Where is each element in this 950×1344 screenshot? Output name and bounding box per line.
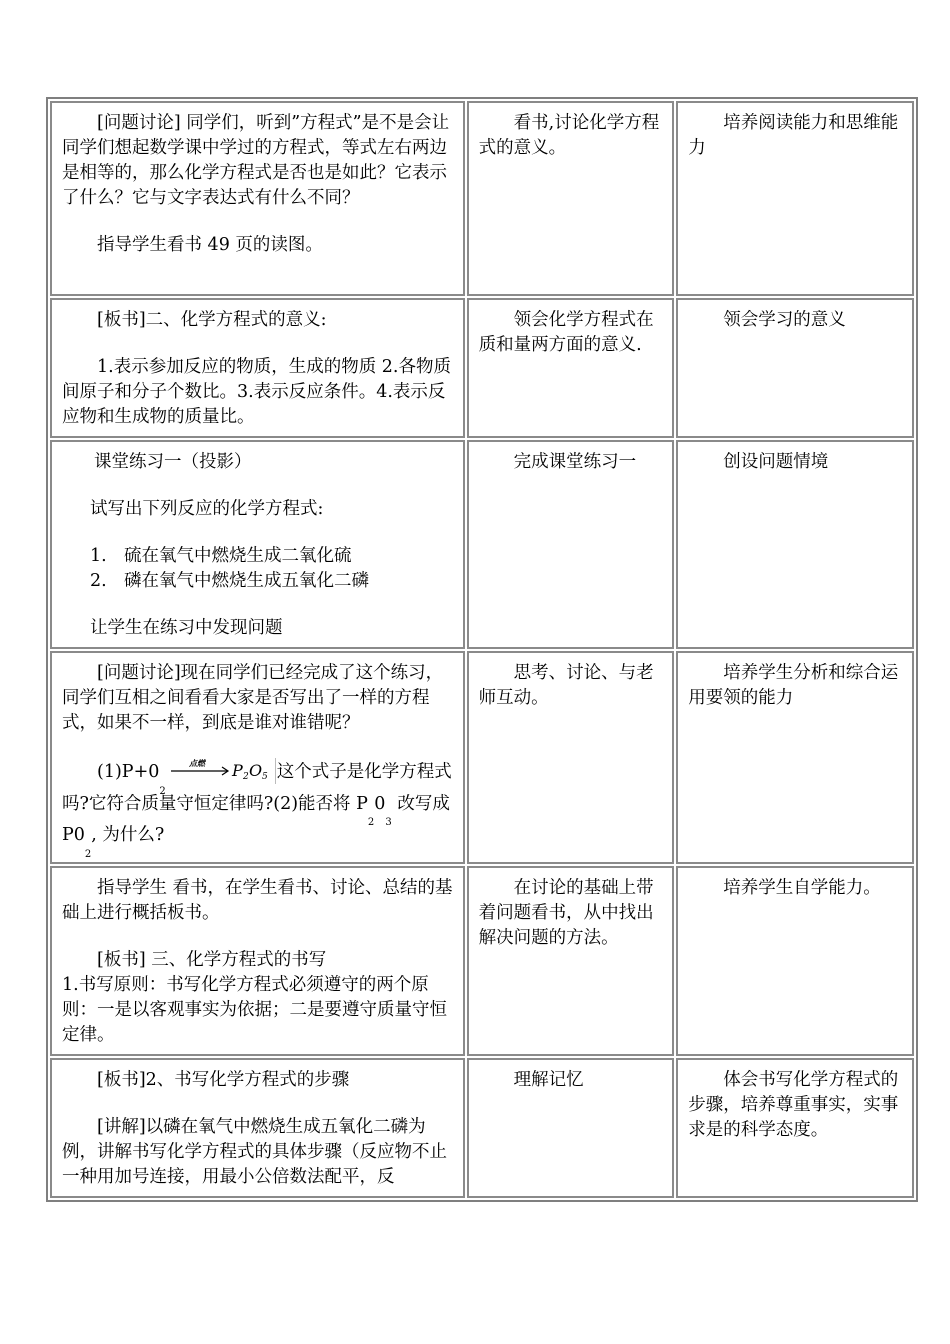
student-activity-cell [467,866,675,1056]
design-intent-cell [676,651,914,864]
equation-question-text: , 为什么? [91,825,165,845]
reaction-arrow-icon [169,758,275,784]
product-symbol: P [231,761,243,780]
exercise-prompt: 试写出下列反应的化学方程式: [90,499,324,519]
discussion-question: [问题讨论] 同学们，听到”方程式”是不是会让同学们想起数学课中学过的方程式，等式左右两边是相等的，那么化学方程式是否也是如此？它表示了什么？它与文字表达式有什么不同？ [62,113,450,208]
design-intent-text: 培养学生分析和综合运用要领的能力 [688,663,899,708]
teacher-activity-cell [50,866,465,1056]
design-intent-text: 培养学生自学能力。 [723,878,881,898]
student-activity-text: 理解记忆 [513,1070,584,1090]
teacher-activity-cell [50,1058,465,1198]
equation-reactants: (1)P+0 [97,762,160,782]
subscript: 2 [242,772,249,782]
instruction-text: 指导学生 看书，在学生看书、讨论、总结的基础上进行概括板书。 [62,878,453,923]
student-activity-text: 思考、讨论、与老师互动。 [478,663,654,708]
exercise-item [62,544,453,569]
item-number: 1. [90,546,107,566]
equation-question-text: 这个式子是化学方程式吗?它符合质量守恒定律吗?(2)能否将 P [62,762,452,814]
design-intent-cell [676,101,914,296]
teacher-activity-cell [50,440,465,649]
design-intent-text: 创设问题情境 [723,452,829,472]
exercise-title: 课堂练习一（投影） [94,452,252,472]
design-intent-cell [676,1058,914,1198]
student-activity-cell [467,1058,675,1198]
design-intent-cell [676,440,914,649]
student-activity-cell [467,651,675,864]
table-row [50,651,914,864]
exercise-item [62,569,453,594]
table-row [50,298,914,438]
explanation-text: [讲解]以磷在氧气中燃烧生成五氧化二磷为例，讲解书写化学方程式的具体步骤（反应物不止一种用加号连接，用最小公倍数法配平，反 [62,1117,447,1187]
exercise-note: 让学生在练习中发现问题 [90,618,283,638]
reading-instruction: 指导学生看书 49 页的读图。 [97,235,323,255]
writing-principle: 1.书写原则：书写化学方程式必须遵守的两个原则：一是以客观事实为依据；二是要遵守质量守恒定律。 [62,975,447,1045]
table-row [50,866,914,1056]
subscript: 2 [367,817,375,828]
design-intent-cell [676,298,914,438]
design-intent-cell [676,866,914,1056]
lesson-plan-table [46,97,918,1202]
equation-question [62,758,453,860]
subscript: 2 [84,848,92,860]
board-heading: [板书]2、书写化学方程式的步骤 [97,1070,350,1090]
student-activity-cell [467,101,675,296]
meaning-list: 1.表示参加反应的物质，生成的物质 2.各物质间原子和分子个数比。3.表示反应条件。4.表示反应物和生成物的质量比。 [62,357,451,427]
formula-letter: 0 [374,793,386,814]
teacher-activity-cell [50,298,465,438]
design-intent-text: 领会学习的意义 [723,310,846,330]
item-number: 2. [90,571,107,591]
student-activity-text: 在讨论的基础上带着问题看书，从中找出解决问题的方法。 [478,878,654,948]
equation-image [169,758,276,784]
student-activity-text: 完成课堂练习一 [513,452,637,472]
equation-question-text: 改写成 P0 [62,793,450,845]
product-symbol: O [248,761,262,780]
discussion-question: [问题讨论]现在同学们已经完成了这个练习，同学们互相之间看看大家是否写出了一样的方程式，如果不一样，到底是谁对谁错呢？ [62,663,444,733]
design-intent-text: 体会书写化学方程式的步骤，培养尊重事实，实事求是的科学态度。 [688,1070,899,1140]
teacher-activity-cell [50,101,465,296]
board-heading: [板书] 三、化学方程式的书写 [97,950,327,970]
subscript: 3 [385,817,392,828]
teacher-activity-cell [50,651,465,864]
table-row [50,101,914,296]
subscript: 2 [159,785,166,797]
student-activity-cell [467,440,675,649]
table-row [50,440,914,649]
design-intent-text: 培养阅读能力和思维能力 [688,113,899,158]
item-text: 硫在氧气中燃烧生成二氧化硫 [124,546,352,566]
board-heading: [板书]二、化学方程式的意义: [97,310,327,330]
student-activity-cell [467,298,675,438]
subscript: 5 [261,772,268,782]
arrow-condition-label: 点燃 [188,759,205,768]
table-row [50,1058,914,1198]
item-text: 磷在氧气中燃烧生成五氧化二磷 [124,571,369,591]
student-activity-text: 看书,讨论化学方程式的意义。 [478,113,660,158]
student-activity-text: 领会化学方程式在质和量两方面的意义. [478,310,654,355]
